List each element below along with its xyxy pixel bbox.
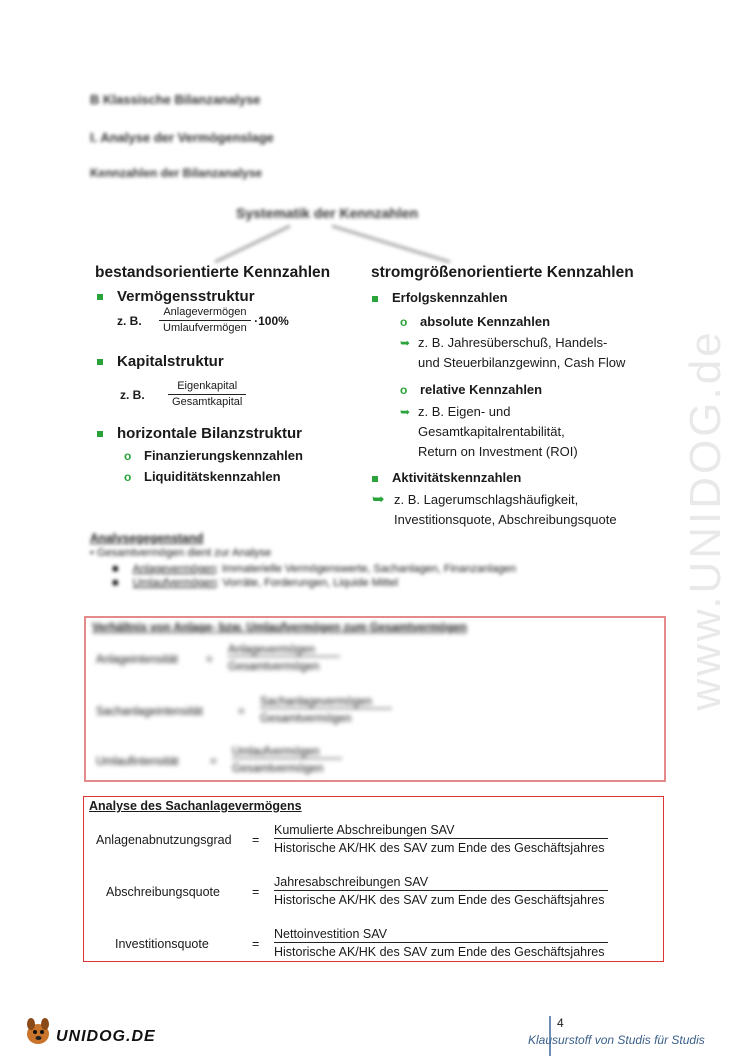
eq-sign: =: [252, 833, 260, 847]
aktivitaet-example-line2: Investitionsquote, Abschreibungsquote: [394, 512, 617, 527]
vermoegensstruktur-label: Vermögensstruktur: [117, 288, 255, 305]
analysegegenstand-title: Analysegegenstand: [90, 531, 204, 545]
absolute-example-line2: und Steuerbilanzgewinn, Cash Flow: [418, 355, 626, 370]
verhaeltnis-title: Verhältnis von Anlage- bzw. Umlaufvermögen zum Gesamtvermögen: [92, 622, 467, 634]
ratio-denominator: Historische AK/HK des SAV zum Ende des Geschäftsjahres: [274, 841, 605, 855]
aktivitaetskennzahlen-item: [372, 470, 521, 485]
square-bullet-icon: [97, 431, 103, 437]
eq-sign: =: [210, 756, 217, 768]
ratio-label: Anlagenabnutzungsgrad: [96, 833, 232, 847]
watermark: www.UNIDOG.de: [681, 329, 730, 711]
systematik-title: Systematik der Kennzahlen: [236, 205, 419, 221]
arrow-bullet-icon: ➥: [400, 336, 411, 350]
relative-example-line1: z. B. Eigen- und: [418, 404, 511, 419]
square-bullet-icon: [372, 296, 378, 302]
analysegegenstand-item-1: [112, 563, 516, 575]
umlauf-numerator: Umlaufvermögen: [232, 746, 342, 759]
aktivitaet-example-line1: z. B. Lagerumschlagshäufigkeit,: [394, 492, 579, 507]
bullet-dot-icon: ■: [112, 577, 119, 589]
times-100-percent: ·100%: [254, 313, 289, 328]
anlage-numerator: Anlagevermögen: [228, 644, 340, 657]
sachanlage-numerator: Sachanlagevermögen: [260, 696, 392, 709]
abschreibungsquote-row: [84, 875, 663, 911]
example-label: z. B.: [117, 313, 142, 328]
fraction-eigen-gesamt: [168, 380, 246, 409]
ratio-denominator: Historische AK/HK des SAV zum Ende des Geschäftsjahres: [274, 893, 605, 907]
aktivitaet-example: [372, 490, 617, 530]
erfolgskennzahlen-label: Erfolgskennzahlen: [392, 290, 508, 305]
aktivitaetskennzahlen-label: Aktivitätskennzahlen: [392, 470, 522, 485]
square-bullet-icon: [372, 476, 378, 482]
fraction-denominator: Gesamtkapital: [172, 396, 243, 408]
section-heading-i: I. Analyse der Vermögenslage: [90, 130, 274, 145]
page-number: 4: [557, 1016, 564, 1030]
relative-kennzahlen-item: [400, 382, 542, 397]
item-1-term: Anlagevermögen: [132, 563, 216, 575]
circle-bullet-icon: o: [124, 470, 132, 484]
section-heading-kennzahlen: Kennzahlen der Bilanzanalyse: [90, 166, 263, 180]
sachanlageintensitaet-label: Sachanlageintensität: [96, 706, 203, 718]
liquiditaetskennzahlen-item: [124, 469, 281, 484]
formula-anlage-umlauf: [117, 306, 289, 335]
eq-sign: =: [206, 654, 213, 666]
item-2-term: Umlaufvermögen: [132, 577, 217, 589]
right-column-heading: stromgrößenorientierte Kennzahlen: [371, 264, 634, 281]
eq-sign: =: [252, 937, 260, 951]
vermoegensstruktur-item: [97, 288, 255, 305]
ratio-numerator: Nettoinvestition SAV: [274, 927, 608, 943]
fraction-denominator: Umlaufvermögen: [163, 322, 247, 334]
erfolgskennzahlen-item: [372, 290, 508, 305]
umlauf-denominator: Gesamtvermögen: [232, 763, 324, 775]
analysegegenstand-item-2: [112, 577, 516, 589]
relative-example: [400, 402, 578, 462]
anlageintensitaet-label: Anlageintensität: [96, 654, 178, 666]
fraction-numerator: Eigenkapital: [168, 380, 246, 395]
formula-eigen-gesamt: [120, 380, 246, 409]
ratio-label: Abschreibungsquote: [106, 885, 220, 899]
absolute-kennzahlen-label: absolute Kennzahlen: [420, 314, 551, 329]
tree-connector-lines: [0, 0, 750, 280]
circle-bullet-icon: o: [400, 315, 408, 329]
square-bullet-icon: [97, 294, 103, 300]
circle-bullet-icon: o: [124, 449, 132, 463]
ratio-numerator: Kumulierte Abschreibungen SAV: [274, 823, 608, 839]
kapitalstruktur-item: [97, 353, 224, 370]
absolute-example-line1: z. B. Jahresüberschuß, Handels-: [418, 335, 608, 350]
section-heading-b: B Klassische Bilanzanalyse: [90, 92, 261, 107]
unidog-logo: [22, 1014, 156, 1048]
investitionsquote-row: [84, 927, 663, 963]
ratio-label: Investitionsquote: [115, 937, 209, 951]
umlaufintensitaet-label: Umlaufintensität: [96, 756, 179, 768]
sav-analysis-box: [83, 796, 664, 962]
eq-sign: =: [238, 706, 245, 718]
relative-example-line2: Gesamtkapitalrentabilität,: [418, 424, 565, 439]
relative-kennzahlen-label: relative Kennzahlen: [420, 382, 543, 397]
left-column-heading: bestandsorientierte Kennzahlen: [95, 264, 331, 281]
item-2-rest: : Vorräte, Forderungen, Liquide Mittel: [216, 577, 399, 589]
eq-sign: =: [252, 885, 260, 899]
finanzierungskennzahlen-item: [124, 448, 303, 463]
absolute-example: [400, 333, 625, 373]
footer-tagline: Klausurstoff von Studis für Studis: [528, 1033, 705, 1047]
verhaeltnis-formulas: [86, 644, 664, 774]
anlage-denominator: Gesamtvermögen: [228, 661, 320, 673]
logo-text: UNIDOG.DE: [56, 1028, 156, 1045]
liquiditaetskennzahlen-label: Liquiditätskennzahlen: [144, 469, 281, 484]
example-label: z. B.: [120, 387, 145, 402]
horizontale-bilanzstruktur-label: horizontale Bilanzstruktur: [117, 425, 303, 442]
analysegegenstand-section: [90, 531, 516, 589]
circle-bullet-icon: o: [400, 383, 408, 397]
arrow-bullet-icon: ➥: [372, 491, 385, 508]
anlagenabnutzungsgrad-row: [84, 823, 663, 859]
finanzierungskennzahlen-label: Finanzierungskennzahlen: [144, 448, 303, 463]
fraction-anlage-umlauf: [159, 306, 251, 335]
ratio-denominator: Historische AK/HK des SAV zum Ende des Geschäftsjahres: [274, 945, 605, 959]
fraction-numerator: Anlagevermögen: [159, 306, 251, 321]
bullet-dot-icon: ■: [112, 563, 119, 575]
analysegegenstand-line: • Gesamtvermögen dient zur Analyse: [90, 547, 272, 559]
square-bullet-icon: [97, 359, 103, 365]
ratio-numerator: Jahresabschreibungen SAV: [274, 875, 608, 891]
horizontale-bilanzstruktur-item: [97, 425, 302, 442]
arrow-bullet-icon: ➥: [400, 405, 411, 419]
dog-mascot-icon: [22, 1014, 56, 1048]
sachanlage-denominator: Gesamtvermögen: [260, 713, 352, 725]
verhaeltnis-box: [84, 616, 666, 782]
item-1-rest: : Immaterielle Vermögenswerte, Sachanlagen, Finanzanlagen: [215, 563, 517, 575]
absolute-kennzahlen-item: [400, 314, 550, 329]
kapitalstruktur-label: Kapitalstruktur: [117, 353, 224, 370]
relative-example-line3: Return on Investment (ROI): [418, 444, 578, 459]
sav-title: Analyse des Sachanlagevermögens: [89, 799, 302, 813]
